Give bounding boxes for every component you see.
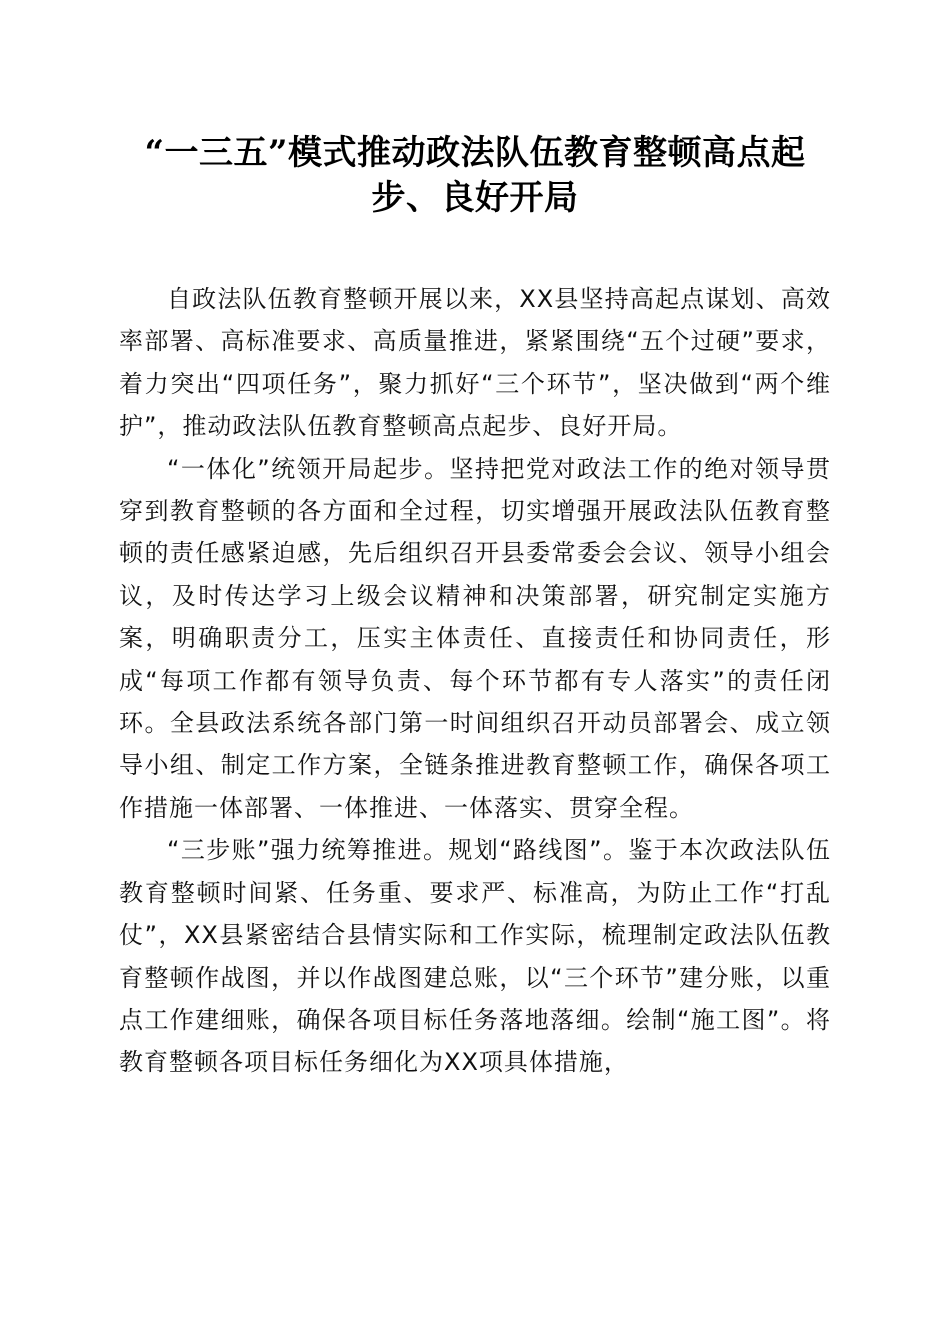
paragraph-intro: 自政法队伍教育整顿开展以来，XX县坚持高起点谋划、高效率部署、高标准要求、高质量推进，紧紧围绕“五个过硬”要求，着力突出“四项任务”，聚力抓好“三个环节”，坚决做到“两个维护”，推动政法队伍教育整顿高点起步、良好开局。 — [119, 285, 831, 441]
paragraph-integration: “一体化”统领开局起步。坚持把党对政法工作的绝对领导贯穿到教育整顿的各方面和全过程，切实增强开展政法队伍教育整顿的责任感紧迫感，先后组织召开县委常委会会议、领导小组会议，及时传达学习上级会议精神和决策部署，研究制定实施方案，明确职责分工，压实主体责任、直接责任和协同责任，形成“每项工作都有领导负责、每个环节都有专人落实”的责任闭环。全县政法系统各部门第一时间组织召开动员部署会、成立领导小组、制定工作方案，全链条推进教育整顿工作，确保各项工作措施一体部署、一体推进、一体落实、贯穿全程。 — [119, 454, 831, 822]
document-title: “一三五”模式推动政法队伍教育整顿高点起步、良好开局 — [144, 133, 806, 218]
document-body — [119, 278, 831, 1084]
paragraph-three-steps: “三步账”强力统筹推进。规划“路线图”。鉴于本次政法队伍教育整顿时间紧、任务重、要求严、标准高，为防止工作“打乱仗”，XX县紧密结合县情实际和工作实际，梳理制定政法队伍教育整顿作战图，并以作战图建总账，以“三个环节”建分账，以重点工作建细账，确保各项目标任务落地落细。绘制“施工图”。将教育整顿各项目标任务细化为XX项具体措施， — [119, 836, 831, 1077]
